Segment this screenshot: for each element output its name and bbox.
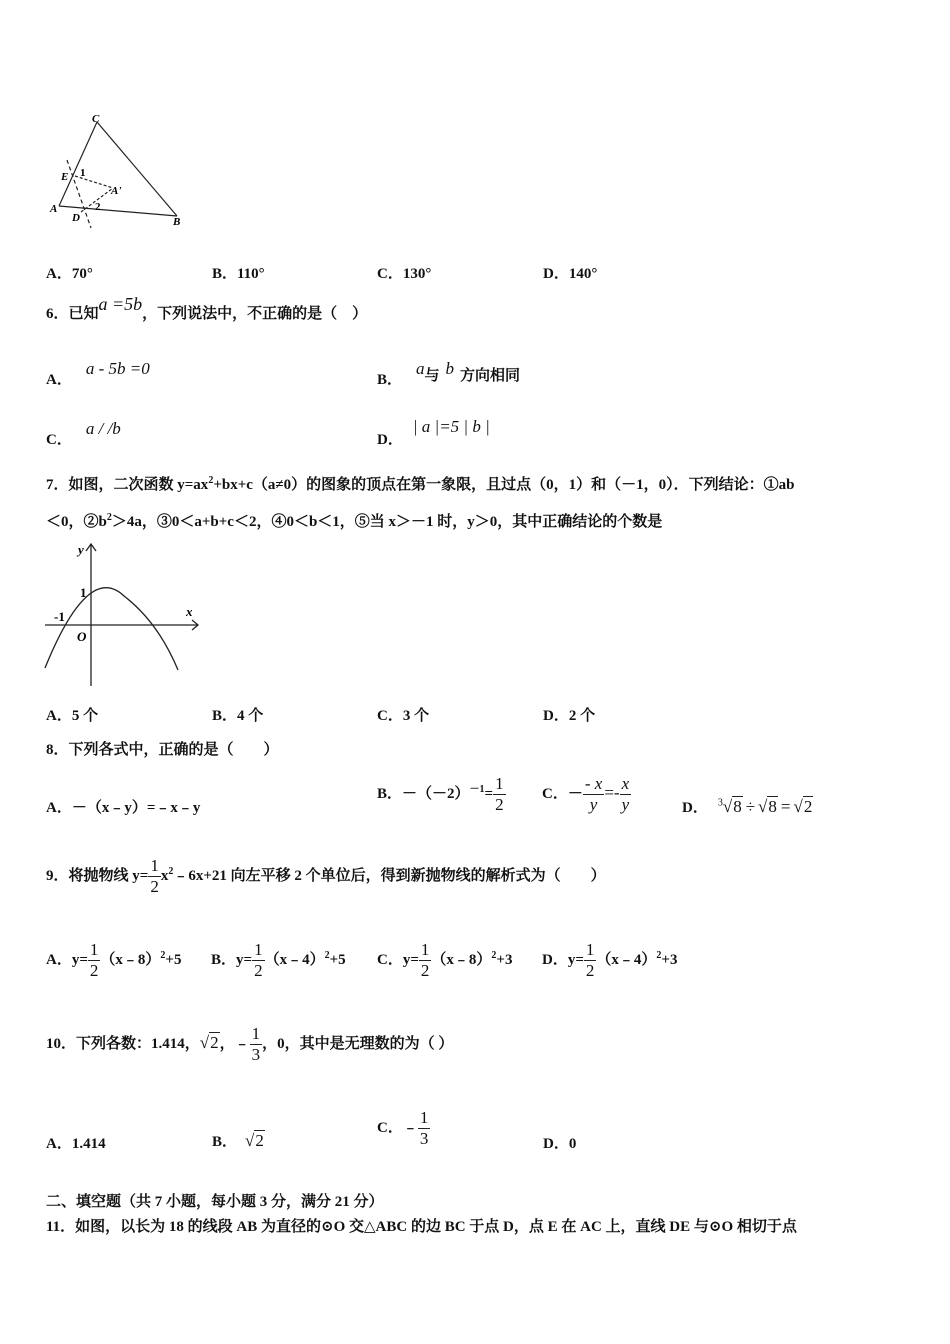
- label-a-prime: A': [111, 185, 122, 197]
- q9-a-den: 2: [89, 961, 99, 980]
- q8-d-sqrt1: √8: [758, 797, 777, 816]
- q10-option-c[interactable]: [377, 1108, 430, 1149]
- q8-d-rad1: 8: [733, 797, 742, 816]
- q6-stem: [46, 294, 368, 323]
- x-label: x: [186, 604, 193, 619]
- q8-b-pre: B．－（－2）: [377, 785, 470, 802]
- q8-stem: 8．下列各式中，正确的是（ ）: [46, 742, 279, 758]
- tick-label-neg1: -1: [54, 609, 65, 624]
- q10-post: ，0，其中是无理数的为（ ）: [262, 1035, 454, 1052]
- q9-b-sup: 2: [324, 949, 330, 961]
- q8-b-sup: －1: [469, 783, 485, 795]
- q6-option-c[interactable]: [46, 418, 121, 448]
- q10-neg: ﹣: [234, 1035, 250, 1052]
- q7-line-2: [46, 510, 662, 531]
- q8-c-den1: y: [583, 794, 604, 815]
- q9-stem: [46, 856, 606, 897]
- q6-c-label: C．: [46, 432, 72, 448]
- section-2-title: 二、填空题（共 7 小题，每小题 3 分，满分 21 分）: [46, 1194, 384, 1210]
- q8-c-num2: x: [621, 774, 630, 793]
- q10-fraction: [250, 1024, 263, 1065]
- q7-sup-1: 2: [208, 475, 214, 486]
- label-c: C: [92, 113, 100, 125]
- q9-c-sup: 2: [491, 949, 497, 961]
- q9-a-pre: A．y=: [46, 951, 88, 968]
- q8-option-d[interactable]: [682, 796, 813, 817]
- q9-option-c[interactable]: [377, 940, 512, 981]
- q9-b-tail: +5: [329, 951, 346, 968]
- q9-a-sup: 2: [160, 949, 166, 961]
- q10-stem: [46, 1024, 453, 1065]
- q9-d-fraction: [584, 940, 597, 981]
- q6-b-mid: 与: [424, 368, 440, 384]
- label-b: B: [173, 216, 181, 228]
- q8-c-pre: C．－: [542, 785, 583, 802]
- q9-b-num: 1: [254, 940, 263, 959]
- q7-line1-a: 7．如图，二次函数 y=ax: [46, 477, 209, 493]
- q5-option-a[interactable]: A．70°: [46, 266, 93, 282]
- q9-option-d[interactable]: [542, 940, 677, 981]
- q9-b-fraction: [252, 940, 265, 981]
- q7-line1-b: +bx+c（a≠0）的图象的顶点在第一象限，且过点（0，1）和（－1，0）．下列结论：①ab: [213, 477, 795, 493]
- q10-b-rad: 2: [255, 1131, 264, 1150]
- q8-d-index: 3: [717, 797, 723, 809]
- q7-option-d[interactable]: D．2 个: [543, 708, 596, 724]
- q7-line2-b: ＞4a，③0＜a+b+c＜2，④0＜b＜1，⑤当 x＞－1 时，y＞0，其中正确结论的个数是: [111, 514, 663, 530]
- q6-option-a[interactable]: [46, 358, 150, 388]
- q6-prefix: 6．已知: [46, 306, 99, 322]
- q8-d-rad2: 8: [768, 797, 777, 816]
- q10-comma: ，: [219, 1035, 235, 1052]
- q9-d-pre: D．y=: [542, 951, 584, 968]
- q9-pre: 9．将抛物线 y=: [46, 867, 149, 884]
- q8-d-sqrt2: √2: [793, 797, 813, 816]
- q9-option-a[interactable]: [46, 940, 181, 981]
- q9-a-fraction: [88, 940, 101, 981]
- q10-rad: 2: [210, 1032, 219, 1052]
- q8-b-eq: =: [484, 785, 494, 802]
- q11-text: 11．如图，以长为 18 的线段 AB 为直径的⊙O 交△ABC 的边 BC 于点 D，点 E 在 AC 上，直线 DE 与⊙O 相切于点: [46, 1219, 797, 1235]
- q7-sup-2: 2: [106, 512, 112, 523]
- q5-option-d[interactable]: D．140°: [543, 266, 598, 282]
- q8-b-num: 1: [495, 774, 504, 793]
- q9-c-num: 1: [420, 940, 430, 959]
- q9-a-num: 1: [89, 940, 99, 959]
- q6-suffix: ，下列说法中，不正确的是（ ）: [142, 306, 368, 322]
- q10-den: 3: [251, 1045, 261, 1064]
- parabola-graph: [40, 538, 205, 690]
- q9-d-num: 1: [585, 940, 595, 959]
- q6-b-var-a: a: [416, 359, 425, 378]
- q10-pre: 10．下列各数：1.414，: [46, 1035, 200, 1052]
- q6-a-label: A．: [46, 372, 72, 388]
- q9-d-den: 2: [585, 961, 595, 980]
- q9-b-post: （x﹣4）: [264, 951, 325, 968]
- q6-b-tail: 方向相同: [460, 368, 521, 384]
- q9-mid: x: [160, 867, 169, 884]
- q10-num: 1: [251, 1024, 261, 1043]
- q10-c-fraction: [418, 1108, 431, 1149]
- y-label: y: [78, 542, 84, 557]
- q10-option-b[interactable]: [212, 1130, 265, 1151]
- q9-b-den: 2: [254, 961, 263, 980]
- q10-c-num: 1: [419, 1108, 429, 1127]
- label-angle-2: 2: [95, 201, 101, 213]
- q10-b-label: B．: [212, 1134, 238, 1150]
- q7-option-c[interactable]: C．3 个: [377, 708, 430, 724]
- q7-option-a[interactable]: A．5 个: [46, 708, 99, 724]
- q9-post: ﹣6x+21 向左平移 2 个单位后，得到新抛物线的解析式为（ ）: [173, 867, 606, 884]
- q10-c-label: C．﹣: [377, 1119, 418, 1136]
- q9-den: 2: [150, 877, 159, 896]
- q6-b-label: B．: [377, 372, 403, 388]
- q9-b-pre: B．y=: [211, 951, 253, 968]
- q9-c-tail: +3: [496, 951, 513, 968]
- q7-line-1: [46, 473, 795, 494]
- side-ca: [59, 122, 97, 206]
- q9-c-pre: C．y=: [377, 951, 419, 968]
- q8-d-eq: =: [780, 797, 791, 816]
- q6-condition: a =5b: [98, 294, 143, 314]
- q9-d-post: （x﹣4）: [596, 951, 657, 968]
- q8-c-num1: - x: [584, 774, 603, 793]
- label-e: E: [61, 171, 69, 183]
- label-angle-1: 1: [80, 167, 86, 179]
- label-a: A: [50, 203, 58, 215]
- q6-option-d[interactable]: [377, 416, 490, 448]
- q10-option-a[interactable]: A．1.414: [46, 1136, 106, 1152]
- q5-option-c[interactable]: C．130°: [377, 266, 432, 282]
- q10-b-sqrt: √2: [245, 1131, 264, 1150]
- q6-option-b[interactable]: [377, 358, 521, 388]
- origin-label: O: [77, 629, 87, 644]
- q9-c-fraction: [419, 940, 432, 981]
- q10-sqrt: √2: [199, 1032, 219, 1052]
- q8-d-cuberoot: $^3$√8: [717, 797, 742, 816]
- parabola-curve: [45, 588, 178, 670]
- q6-b-var-b: b: [445, 359, 455, 378]
- q10-c-den: 3: [419, 1129, 429, 1148]
- q9-option-b[interactable]: [211, 940, 346, 981]
- q9-d-sup: 2: [656, 949, 662, 961]
- q6-d-label: D．: [377, 432, 403, 448]
- q5-option-b[interactable]: B．110°: [212, 266, 265, 282]
- q9-fraction: [148, 856, 161, 897]
- q8-option-b[interactable]: [377, 774, 506, 815]
- q8-c-fraction-2: [620, 774, 632, 815]
- q10-option-d[interactable]: D．0: [543, 1136, 577, 1152]
- q8-option-a[interactable]: A．－（x﹣y）=﹣x﹣y: [46, 800, 201, 816]
- q7-line2-a: ＜0，②b: [46, 514, 107, 530]
- q6-a-expr: a - 5b =0: [85, 359, 150, 378]
- side-cb: [97, 122, 177, 216]
- q8-b-fraction: [493, 774, 506, 815]
- q6-c-expr: a / /b: [85, 419, 121, 438]
- label-d: D: [72, 212, 80, 224]
- q9-c-post: （x﹣8）: [431, 951, 492, 968]
- q8-c-fraction-1: [583, 774, 604, 815]
- q9-a-tail: +5: [165, 951, 182, 968]
- tick-label-1: 1: [80, 585, 87, 600]
- q8-d-pre: D．: [682, 800, 708, 816]
- q8-d-rad3: 2: [803, 797, 813, 816]
- q9-sup: 2: [168, 865, 174, 877]
- q8-c-eq: =-: [604, 782, 620, 802]
- q8-option-c[interactable]: [542, 774, 631, 815]
- q9-num: 1: [150, 856, 159, 875]
- triangle-figure: [45, 110, 195, 230]
- q6-d-expr: | a |=5 | b |: [412, 417, 490, 436]
- q9-c-den: 2: [420, 961, 430, 980]
- q9-d-tail: +3: [661, 951, 678, 968]
- q7-option-b[interactable]: B．4 个: [212, 708, 264, 724]
- q9-a-post: （x﹣8）: [100, 951, 161, 968]
- q8-d-div: ÷: [745, 797, 756, 816]
- q8-c-den2: y: [621, 795, 630, 814]
- q8-b-den: 2: [495, 795, 504, 814]
